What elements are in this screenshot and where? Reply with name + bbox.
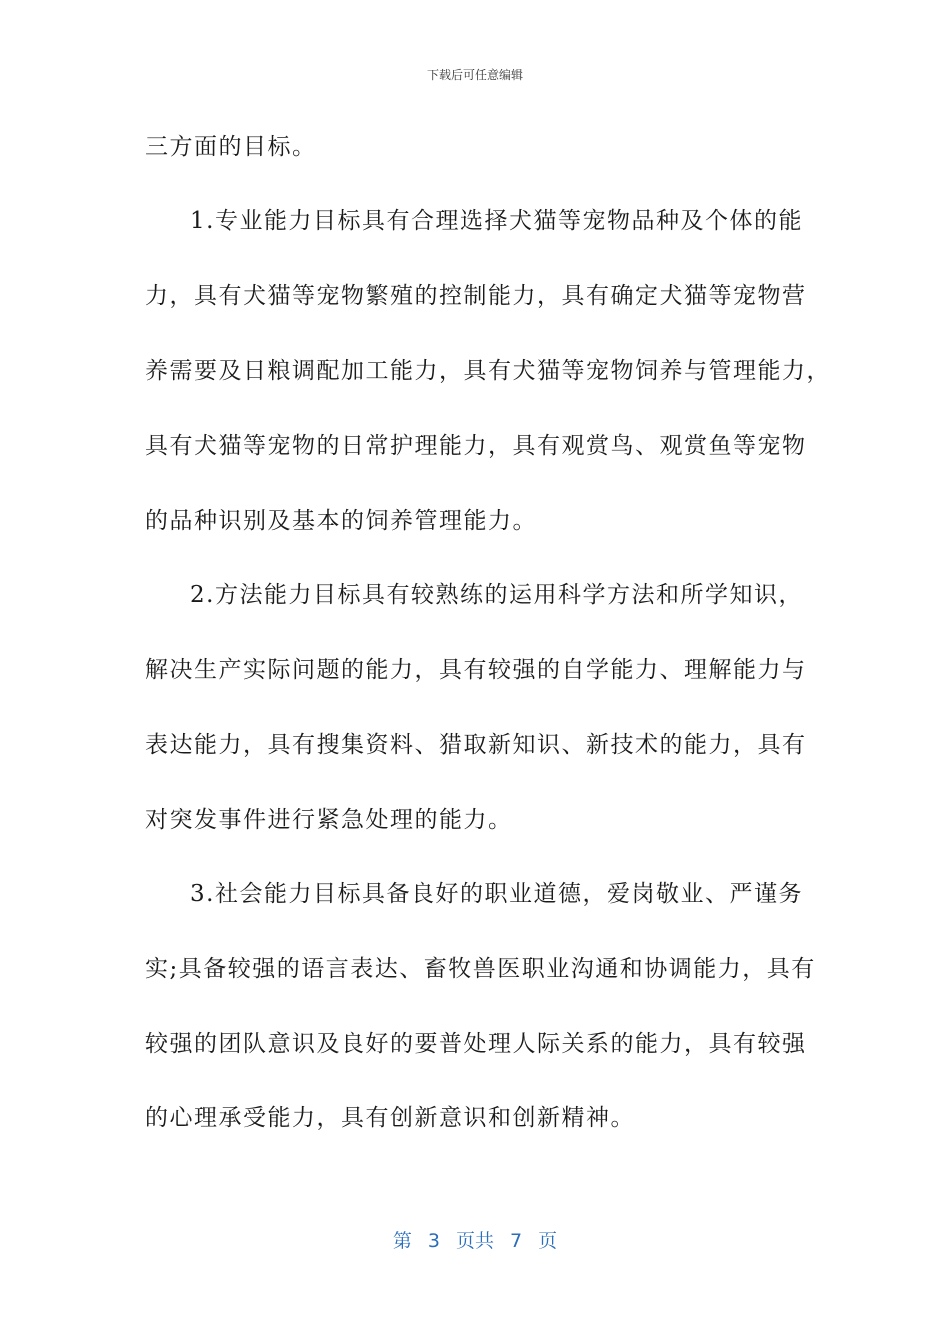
paragraph-line: 的品种识别及基本的饲养管理能力。 (145, 508, 537, 534)
paragraph-line: 实;具备较强的语言表达、畜牧兽医职业沟通和协调能力，具有 (145, 956, 816, 982)
paragraph-line: 养需要及日粮调配加工能力，具有犬猫等宠物饲养与管理能力， (145, 358, 831, 384)
paragraph-line: 较强的团队意识及良好的要普处理人际关系的能力，具有较强 (145, 1031, 807, 1057)
paragraph-line: 对突发事件进行紧急处理的能力。 (145, 807, 513, 833)
paragraph-line: 的心理承受能力，具有创新意识和创新精神。 (145, 1105, 635, 1131)
paragraph-line: 三方面的目标。 (145, 134, 317, 160)
paragraph-line: 2.方法能力目标具有较熟练的运用科学方法和所学知识， (190, 582, 803, 608)
paragraph-line: 3.社会能力目标具备良好的职业道德，爱岗敬业、严谨务 (190, 881, 803, 907)
paragraph-line: 力，具有犬猫等宠物繁殖的控制能力，具有确定犬猫等宠物营 (145, 283, 807, 309)
paragraph-line: 表达能力，具有搜集资料、猎取新知识、新技术的能力，具有 (145, 732, 807, 758)
paragraph-line: 解决生产实际问题的能力，具有较强的自学能力、理解能力与 (145, 657, 807, 683)
paragraph-line: 1.专业能力目标具有合理选择犬猫等宠物品种及个体的能 (190, 208, 803, 234)
page-header: 下载后可任意编辑 (426, 68, 523, 82)
page-footer: 第 3 页共 7 页 (392, 1230, 558, 1252)
paragraph-line: 具有犬猫等宠物的日常护理能力，具有观赏鸟、观赏鱼等宠物 (145, 433, 807, 459)
